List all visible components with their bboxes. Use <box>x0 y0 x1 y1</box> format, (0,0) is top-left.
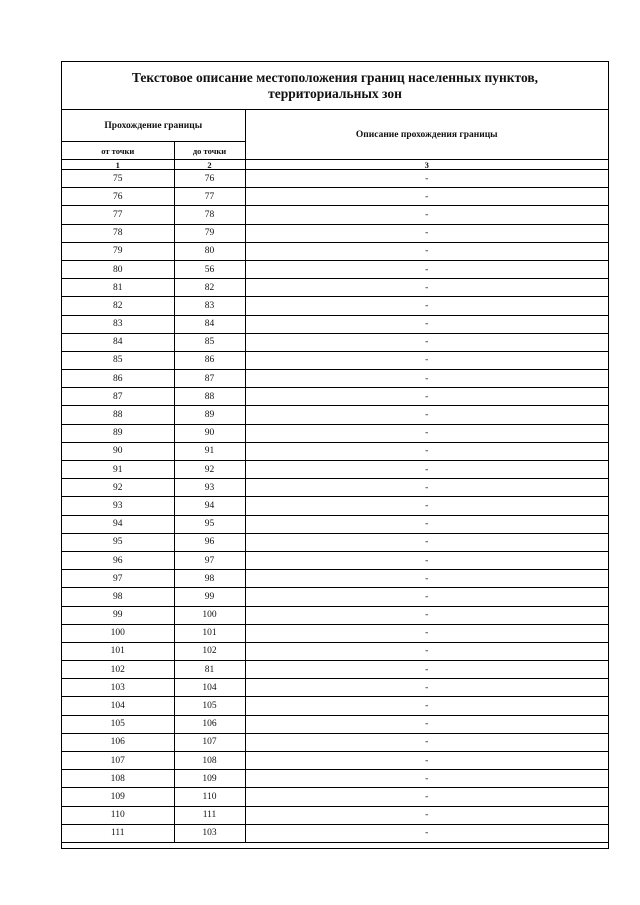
table-row <box>62 388 608 406</box>
description-cell: - <box>245 442 608 460</box>
to-point-cell: 87 <box>174 370 245 388</box>
from-point-cell: 75 <box>62 170 174 188</box>
table-row <box>62 297 608 315</box>
from-point-cell: 111 <box>62 824 174 842</box>
from-point-cell: 77 <box>62 206 174 224</box>
from-point-cell: 78 <box>62 224 174 242</box>
description-cell: - <box>245 297 608 315</box>
to-point-cell: 110 <box>174 788 245 806</box>
to-point-cell: 111 <box>174 806 245 824</box>
description-cell: - <box>245 679 608 697</box>
from-point-cell: 102 <box>62 661 174 679</box>
to-point-cell: 91 <box>174 442 245 460</box>
description-cell: - <box>245 188 608 206</box>
description-cell: - <box>245 260 608 278</box>
to-point-cell: 85 <box>174 333 245 351</box>
from-point-cell: 79 <box>62 242 174 260</box>
description-cell: - <box>245 661 608 679</box>
table-row <box>62 642 608 660</box>
from-point-cell: 107 <box>62 752 174 770</box>
column-number-3: 3 <box>245 160 608 170</box>
description-cell: - <box>245 479 608 497</box>
description-cell: - <box>245 752 608 770</box>
from-point-cell: 87 <box>62 388 174 406</box>
document-title: Текстовое описание местоположения границ населенных пунктов, территориальных зон <box>62 62 608 110</box>
description-cell: - <box>245 351 608 369</box>
table-row <box>62 788 608 806</box>
table-row <box>62 188 608 206</box>
description-cell: - <box>245 642 608 660</box>
to-point-cell: 96 <box>174 533 245 551</box>
to-point-cell: 86 <box>174 351 245 369</box>
description-cell: - <box>245 406 608 424</box>
to-point-cell: 99 <box>174 588 245 606</box>
to-point-cell: 106 <box>174 715 245 733</box>
table-row <box>62 242 608 260</box>
to-point-cell: 101 <box>174 624 245 642</box>
description-cell: - <box>245 570 608 588</box>
description-cell: - <box>245 333 608 351</box>
to-point-cell: 83 <box>174 297 245 315</box>
table-row <box>62 461 608 479</box>
description-cell: - <box>245 697 608 715</box>
table-row <box>62 260 608 278</box>
from-point-cell: 76 <box>62 188 174 206</box>
table-row <box>62 733 608 751</box>
table-row <box>62 624 608 642</box>
from-point-cell: 81 <box>62 279 174 297</box>
to-point-cell: 105 <box>174 697 245 715</box>
to-point-cell: 56 <box>174 260 245 278</box>
description-cell: - <box>245 224 608 242</box>
from-point-cell: 98 <box>62 588 174 606</box>
from-point-cell: 95 <box>62 533 174 551</box>
to-point-cell: 90 <box>174 424 245 442</box>
description-cell: - <box>245 533 608 551</box>
to-point-cell: 79 <box>174 224 245 242</box>
description-cell: - <box>245 624 608 642</box>
from-point-cell: 83 <box>62 315 174 333</box>
document-page <box>61 61 609 849</box>
from-point-header: от точки <box>62 142 174 160</box>
to-point-cell: 93 <box>174 479 245 497</box>
from-point-cell: 89 <box>62 424 174 442</box>
to-point-header: до точки <box>174 142 245 160</box>
table-row <box>62 824 608 842</box>
to-point-cell: 109 <box>174 770 245 788</box>
description-cell: - <box>245 733 608 751</box>
to-point-cell: 107 <box>174 733 245 751</box>
from-point-cell: 80 <box>62 260 174 278</box>
table-row <box>62 224 608 242</box>
boundary-group-header: Прохождение границы <box>62 110 245 142</box>
description-cell: - <box>245 588 608 606</box>
to-point-cell: 92 <box>174 461 245 479</box>
description-header: Описание прохождения границы <box>245 110 608 160</box>
to-point-cell: 80 <box>174 242 245 260</box>
from-point-cell: 93 <box>62 497 174 515</box>
to-point-cell: 104 <box>174 679 245 697</box>
to-point-cell: 77 <box>174 188 245 206</box>
table-row <box>62 424 608 442</box>
table-row <box>62 752 608 770</box>
table-row <box>62 806 608 824</box>
to-point-cell: 78 <box>174 206 245 224</box>
table-row <box>62 206 608 224</box>
to-point-cell: 100 <box>174 606 245 624</box>
table-row <box>62 351 608 369</box>
table-row <box>62 715 608 733</box>
to-point-cell: 97 <box>174 551 245 569</box>
description-cell: - <box>245 388 608 406</box>
to-point-cell: 88 <box>174 388 245 406</box>
table-row <box>62 170 608 188</box>
from-point-cell: 109 <box>62 788 174 806</box>
to-point-cell: 76 <box>174 170 245 188</box>
table-row <box>62 588 608 606</box>
table-row <box>62 315 608 333</box>
table-row <box>62 551 608 569</box>
column-number-2: 2 <box>174 160 245 170</box>
table-row <box>62 406 608 424</box>
from-point-cell: 92 <box>62 479 174 497</box>
description-cell: - <box>245 242 608 260</box>
from-point-cell: 82 <box>62 297 174 315</box>
from-point-cell: 94 <box>62 515 174 533</box>
description-cell: - <box>245 806 608 824</box>
to-point-cell: 102 <box>174 642 245 660</box>
description-cell: - <box>245 461 608 479</box>
table-body <box>62 170 608 843</box>
from-point-cell: 84 <box>62 333 174 351</box>
from-point-cell: 106 <box>62 733 174 751</box>
from-point-cell: 91 <box>62 461 174 479</box>
table-row <box>62 279 608 297</box>
table-row <box>62 661 608 679</box>
table-row <box>62 533 608 551</box>
from-point-cell: 88 <box>62 406 174 424</box>
table-row <box>62 497 608 515</box>
description-cell: - <box>245 770 608 788</box>
description-cell: - <box>245 788 608 806</box>
from-point-cell: 105 <box>62 715 174 733</box>
from-point-cell: 86 <box>62 370 174 388</box>
column-number-1: 1 <box>62 160 174 170</box>
description-cell: - <box>245 370 608 388</box>
to-point-cell: 98 <box>174 570 245 588</box>
table-row <box>62 570 608 588</box>
to-point-cell: 95 <box>174 515 245 533</box>
description-cell: - <box>245 497 608 515</box>
table-row <box>62 679 608 697</box>
description-cell: - <box>245 315 608 333</box>
from-point-cell: 101 <box>62 642 174 660</box>
description-cell: - <box>245 279 608 297</box>
description-cell: - <box>245 170 608 188</box>
from-point-cell: 97 <box>62 570 174 588</box>
table-row <box>62 370 608 388</box>
from-point-cell: 96 <box>62 551 174 569</box>
description-cell: - <box>245 515 608 533</box>
table-row <box>62 442 608 460</box>
description-cell: - <box>245 715 608 733</box>
from-point-cell: 103 <box>62 679 174 697</box>
table-row <box>62 333 608 351</box>
boundary-table <box>62 110 608 843</box>
from-point-cell: 110 <box>62 806 174 824</box>
from-point-cell: 108 <box>62 770 174 788</box>
table-row <box>62 479 608 497</box>
from-point-cell: 104 <box>62 697 174 715</box>
to-point-cell: 84 <box>174 315 245 333</box>
from-point-cell: 85 <box>62 351 174 369</box>
description-cell: - <box>245 424 608 442</box>
description-cell: - <box>245 606 608 624</box>
from-point-cell: 90 <box>62 442 174 460</box>
from-point-cell: 100 <box>62 624 174 642</box>
to-point-cell: 108 <box>174 752 245 770</box>
table-row <box>62 697 608 715</box>
description-cell: - <box>245 824 608 842</box>
table-row <box>62 606 608 624</box>
description-cell: - <box>245 206 608 224</box>
to-point-cell: 81 <box>174 661 245 679</box>
to-point-cell: 94 <box>174 497 245 515</box>
to-point-cell: 82 <box>174 279 245 297</box>
to-point-cell: 89 <box>174 406 245 424</box>
table-row <box>62 770 608 788</box>
table-row <box>62 515 608 533</box>
description-cell: - <box>245 551 608 569</box>
to-point-cell: 103 <box>174 824 245 842</box>
from-point-cell: 99 <box>62 606 174 624</box>
